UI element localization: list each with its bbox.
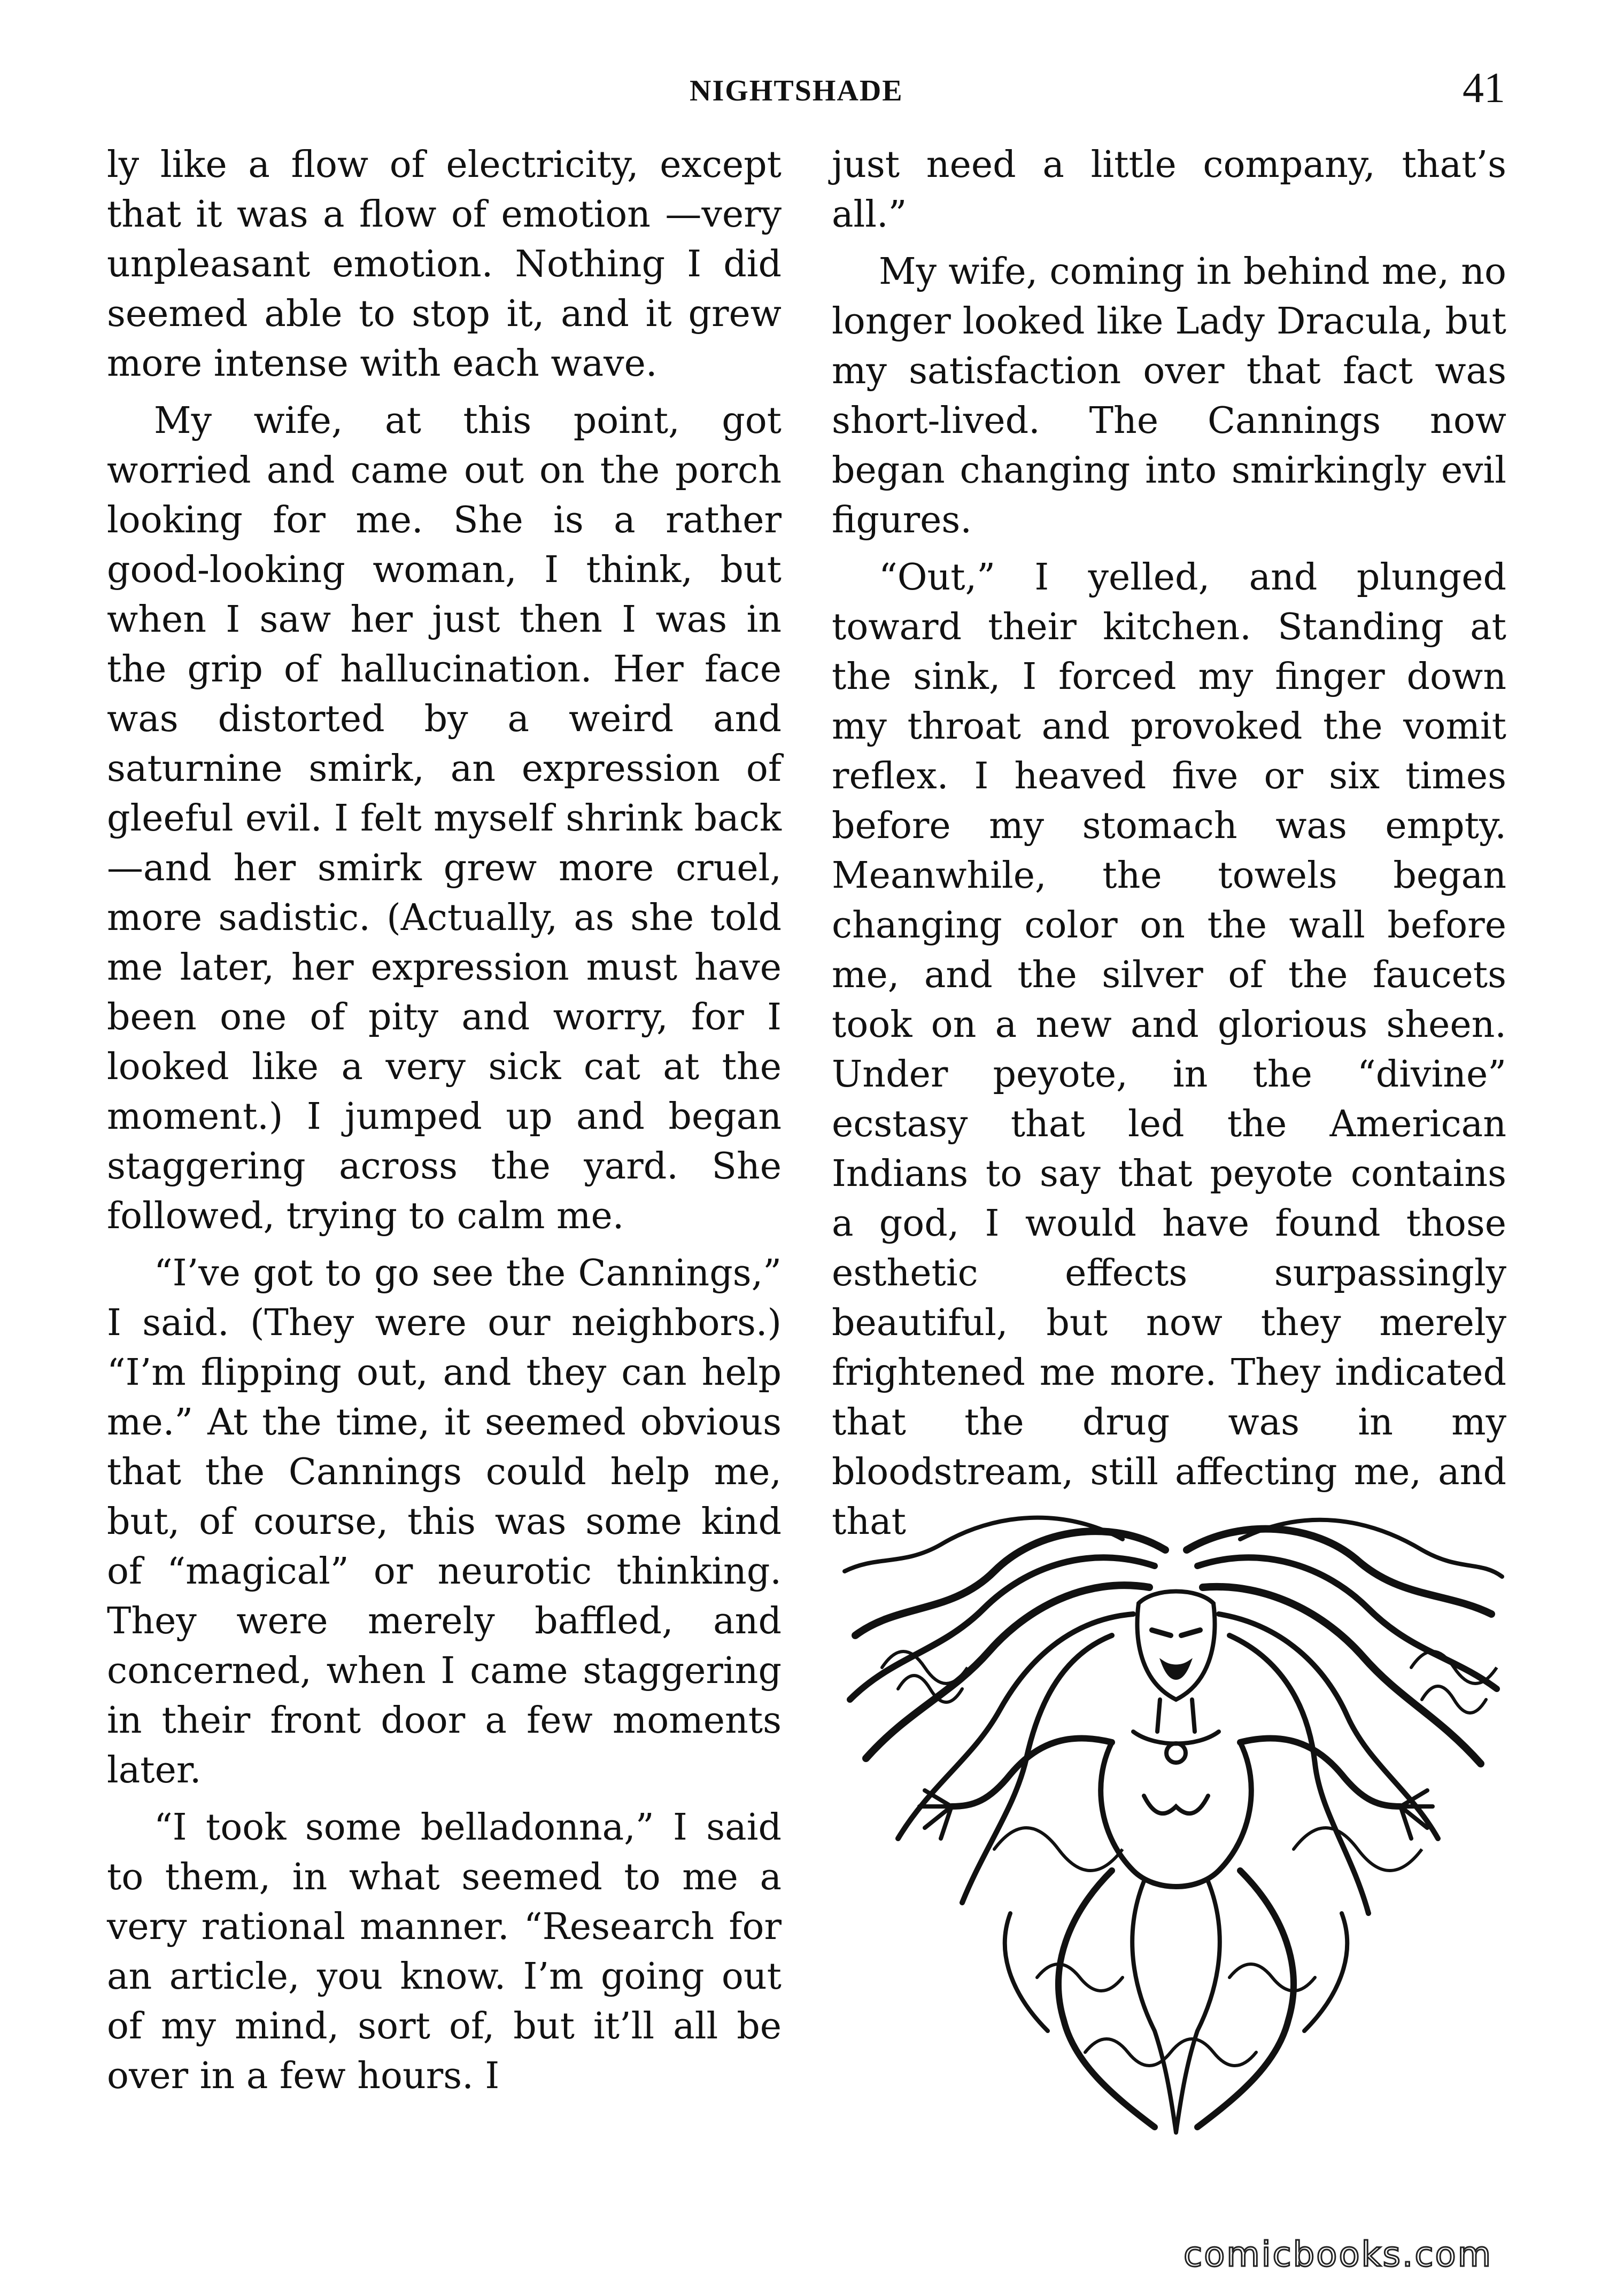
page-number: 41 — [1463, 65, 1505, 112]
right-text-column — [832, 140, 1506, 1554]
paragraph: “I’ve got to go see the Cannings,” I said. (They were our neighbors.) “I’m flipping out, and they can help me.” At the time, it seemed obvious that the Cannings could help me, but, of course, this was some kind of “magical” or neurotic thinking. They were merely baffled, and concerned, when I came staggering in their front door a few moments later. — [107, 1252, 782, 1791]
paragraph: “Out,” I yelled, and plunged toward their kitchen. Standing at the sink, I forced my finger down my throat and provoked the vomit reflex. I heaved five or six times before my stomach was empty. Meanwhile, the towels began changing color on the wall before me, and the silver of the faucets took on a new and glorious sheen. Under peyote, in the “divine” ecstasy that led the American Indians to say that peyote contains a god, I would have found those esthetic effects surpassingly beautiful, but now they merely frightened me more. They indicated that the drug was in my bloodstream, still affecting me, and that — [832, 556, 1506, 1543]
paragraph: “I took some belladonna,” I said to them, in what seemed to me a very rational manner. “Research for an article, you know. I’m going out of my mind, sort of, but it’ll all be over in a few hours. I — [107, 1806, 782, 2097]
paragraph: ly like a flow of electricity, except that it was a flow of emotion —very unpleasant emotion. Nothing I did seemed able to stop it, and it grew more intense with each wave. — [107, 144, 782, 385]
demon-woman-illustration — [834, 1507, 1507, 2138]
paragraph: My wife, coming in behind me, no longer looked like Lady Dracula, but my satisfaction over that fact was short-lived. The Cannings now began changing into smirkingly evil figures. — [832, 251, 1506, 541]
left-text-column — [107, 140, 782, 2108]
paragraph: just need a little company, that’s all.” — [832, 144, 1506, 236]
running-title: NIGHTSHADE — [690, 74, 903, 107]
watermark: comicbooks.com — [1183, 2235, 1493, 2275]
paragraph: My wife, at this point, got worried and came out on the porch looking for me. She is a rather good-looking woman, I think, but when I saw her just then I was in the grip of hallucination. Her face was distorted by a weird and saturnine smirk, an expression of gleeful evil. I felt myself shrink back—and her smirk grew more cruel, more sadistic. (Actually, as she told me later, her expression must have been one of pity and worry, for I looked like a very sick cat at the moment.) I jumped up and began staggering across the yard. She followed, trying to calm me. — [107, 400, 782, 1237]
